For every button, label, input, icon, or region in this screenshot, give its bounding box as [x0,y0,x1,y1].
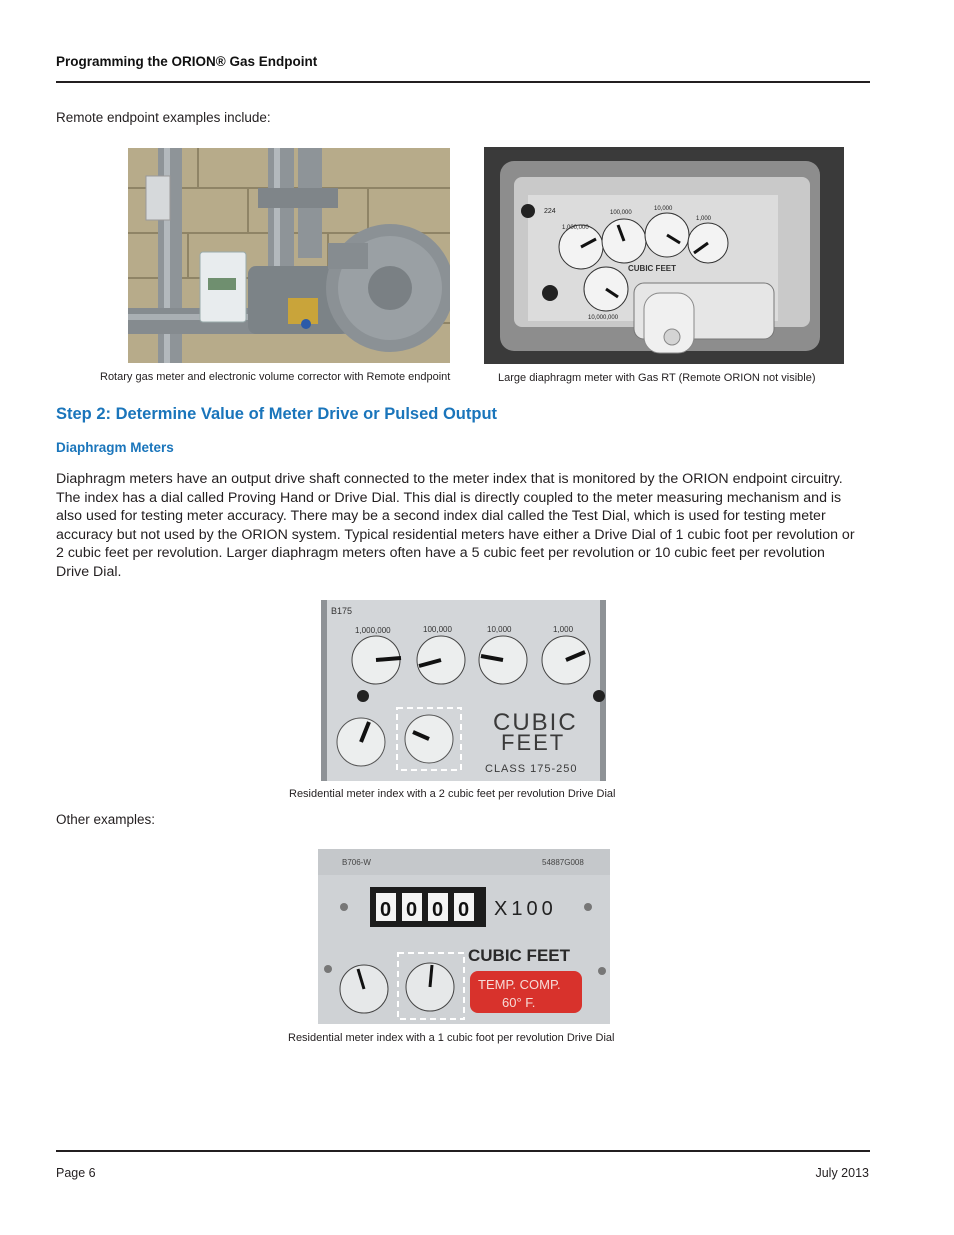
index-1cf-digit-1: 0 [380,899,392,921]
index-1cf-badge-line1: TEMP. COMP. [478,977,561,992]
footer-rule [56,1150,870,1152]
index-2cf-dial-label-1: 1,000,000 [355,626,391,635]
index-2cf-dial-label-4: 1,000 [553,625,574,634]
header-rule [56,81,870,83]
index-1cf-photo [318,849,610,1024]
index-2cf-caption: Residential meter index with a 2 cubic feet per revolution Drive Dial [289,788,616,800]
diaphragm-unit-label: CUBIC FEET [628,264,676,273]
diaphragm-index-number: 224 [544,208,556,215]
diaphragm-meter-photo [484,147,844,364]
diaphragm-meter-caption: Large diaphragm meter with Gas RT (Remote ORION not visible) [498,372,816,384]
diaphragm-dial-label-5: 10,000,000 [588,315,619,321]
page-number: Page 6 [56,1166,96,1180]
index-1cf-caption: Residential meter index with a 1 cubic foot per revolution Drive Dial [288,1032,615,1044]
index-2cf-dial-label-3: 10,000 [487,625,512,634]
index-1cf-model: B706-W [342,858,371,867]
diaphragm-dial-label-4: 1,000 [696,216,712,222]
index-2cf-dial-label-2: 100,000 [423,625,452,634]
diaphragm-dial-label-1: 1,000,000 [562,225,589,231]
index-1cf-serial: 54887G008 [542,858,584,867]
intro-text: Remote endpoint examples include: [56,110,271,125]
rotary-meter-caption: Rotary gas meter and electronic volume corrector with Remote endpoint [100,371,451,383]
index-2cf-photo [321,600,606,781]
section-subheading: Diaphragm Meters [56,440,174,455]
index-1cf-digit-4: 0 [458,899,470,921]
index-2cf-unit-line1: CUBIC [493,709,578,736]
diaphragm-paragraph: Diaphragm meters have an output drive shaft connected to the meter index that is monitored by the ORION endpoint circuitry. The index has a dial called Proving Hand or Drive Dial. This dial is directly coupled to the meter measuring mechanism and is also used for testing meter accuracy. There may be a second index dial called the Test Dial, which is used for testing meter accuracy but not used by the ORION system. Typical residential meters have either a Drive Dial of 1 cubic foot per revolution or 2 cubic feet per revolution. Larger diaphragm meters often have a 5 cubic feet per revolution or 10 cubic feet per revolution Drive Dial. [56,471,855,580]
index-2cf-model: B175 [331,606,353,616]
section-heading: Step 2: Determine Value of Meter Drive or Pulsed Output [56,405,498,423]
index-1cf-digit-3: 0 [432,899,444,921]
index-1cf-multiplier: X100 [494,898,557,920]
diaphragm-dial-label-3: 10,000 [654,206,673,212]
index-2cf-class: CLASS 175-250 [485,763,578,775]
footer-date: July 2013 [815,1166,869,1180]
running-header: Programming the ORION® Gas Endpoint [56,54,318,69]
rotary-meter-photo [128,148,450,363]
index-1cf-digit-2: 0 [406,899,418,921]
index-1cf-badge-line2: 60° F. [502,995,536,1010]
other-examples-text: Other examples: [56,812,156,827]
diaphragm-dial-label-2: 100,000 [610,210,632,216]
index-1cf-unit-label: CUBIC FEET [468,946,570,965]
index-2cf-unit-line2: FEET [501,730,566,755]
